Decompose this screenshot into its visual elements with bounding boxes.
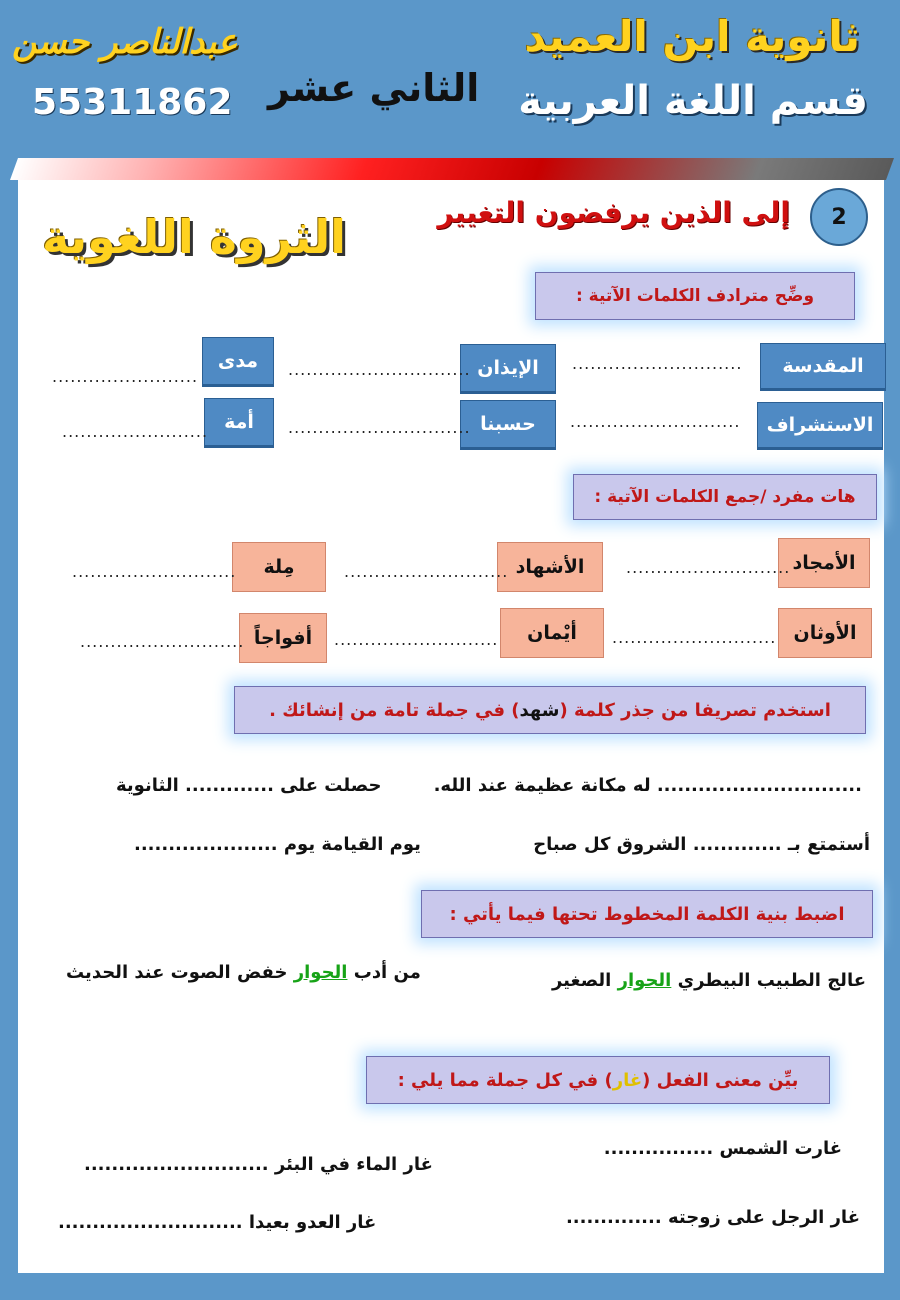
- word-box-6: أمة: [204, 398, 274, 448]
- verb-sentence-1: غارت الشمس ................: [603, 1138, 842, 1159]
- root-usage-instruction: استخدم تصريفا من جذر كلمة ( شهد ) في جملة تامة من إنشائك .: [234, 686, 866, 734]
- sentence-2a: أستمتع بـ ............. الشروق كل صباح: [533, 834, 870, 855]
- lesson-title: إلى الذين يرفضون التغيير: [437, 196, 790, 229]
- department-name: قسم اللغة العربية: [518, 78, 868, 124]
- answer-blank[interactable]: ..............................: [288, 418, 471, 437]
- verb-meaning-instruction: بيِّن معنى الفعل ( غار ) في كل جملة مما يلي :: [366, 1056, 830, 1104]
- word-box-2: الإيذان: [460, 344, 556, 394]
- teacher-phone: 55311862: [32, 82, 233, 123]
- answer-blank[interactable]: ..............................: [288, 360, 471, 379]
- word-box-9: مِلة: [232, 542, 326, 592]
- answer-blank[interactable]: ........................: [52, 367, 199, 386]
- section-title: الثروة اللغوية: [42, 210, 346, 264]
- header-divider: [10, 158, 894, 180]
- word-box-12: أفواجاً: [239, 613, 327, 663]
- answer-blank[interactable]: ...........................: [626, 558, 791, 577]
- sentence-1b: حصلت على ............. الثانوية: [116, 775, 382, 796]
- answer-blank[interactable]: ...........................: [344, 562, 509, 581]
- lesson-number-badge: 2: [810, 188, 868, 246]
- verb-sentence-4: غار العدو بعيدا ...........................: [58, 1212, 377, 1233]
- vocalization-sentence-2: من أدب الحوار خفض الصوت عند الحديث: [66, 962, 421, 983]
- verb-sentence-3: غار الرجل على زوجته ..............: [565, 1207, 860, 1228]
- answer-blank[interactable]: ...........................: [612, 628, 777, 647]
- word-box-10: الأوثان: [778, 608, 872, 658]
- word-box-8: الأشهاد: [497, 542, 603, 592]
- vocalization-instruction: اضبط بنية الكلمة المخطوط تحتها فيما يأتي :: [421, 890, 873, 938]
- grade-level: الثاني عشر: [268, 66, 480, 110]
- word-box-11: أيْمان: [500, 608, 604, 658]
- word-box-4: الاستشراف: [757, 402, 883, 450]
- teacher-name: عبدالناصر حسن: [12, 22, 238, 62]
- answer-blank[interactable]: ............................: [570, 412, 741, 431]
- answer-blank[interactable]: ........................: [62, 422, 209, 441]
- word-box-7: الأمجاد: [778, 538, 870, 588]
- sentence-1a: .............................. له مكانة عظيمة عند الله.: [433, 775, 862, 796]
- vocalization-sentence-1: عالج الطبيب البيطري الحوار الصغير: [551, 970, 866, 991]
- singular-plural-instruction: هات مفرد /جمع الكلمات الآتية :: [573, 474, 877, 520]
- answer-blank[interactable]: ............................: [572, 354, 743, 373]
- answer-blank[interactable]: ...........................: [80, 632, 245, 651]
- sentence-2b: يوم القيامة يوم .....................: [134, 834, 421, 855]
- verb-sentence-2: غار الماء في البئر ...........................: [84, 1154, 433, 1175]
- synonyms-instruction: وضِّح مترادف الكلمات الآتية :: [535, 272, 855, 320]
- school-name: ثانوية ابن العميد: [524, 12, 860, 61]
- word-box-5: حسبنا: [460, 400, 556, 450]
- answer-blank[interactable]: ...........................: [72, 562, 237, 581]
- word-box-3: مدى: [202, 337, 274, 387]
- answer-blank[interactable]: ...........................: [334, 630, 499, 649]
- word-box-1: المقدسة: [760, 343, 886, 391]
